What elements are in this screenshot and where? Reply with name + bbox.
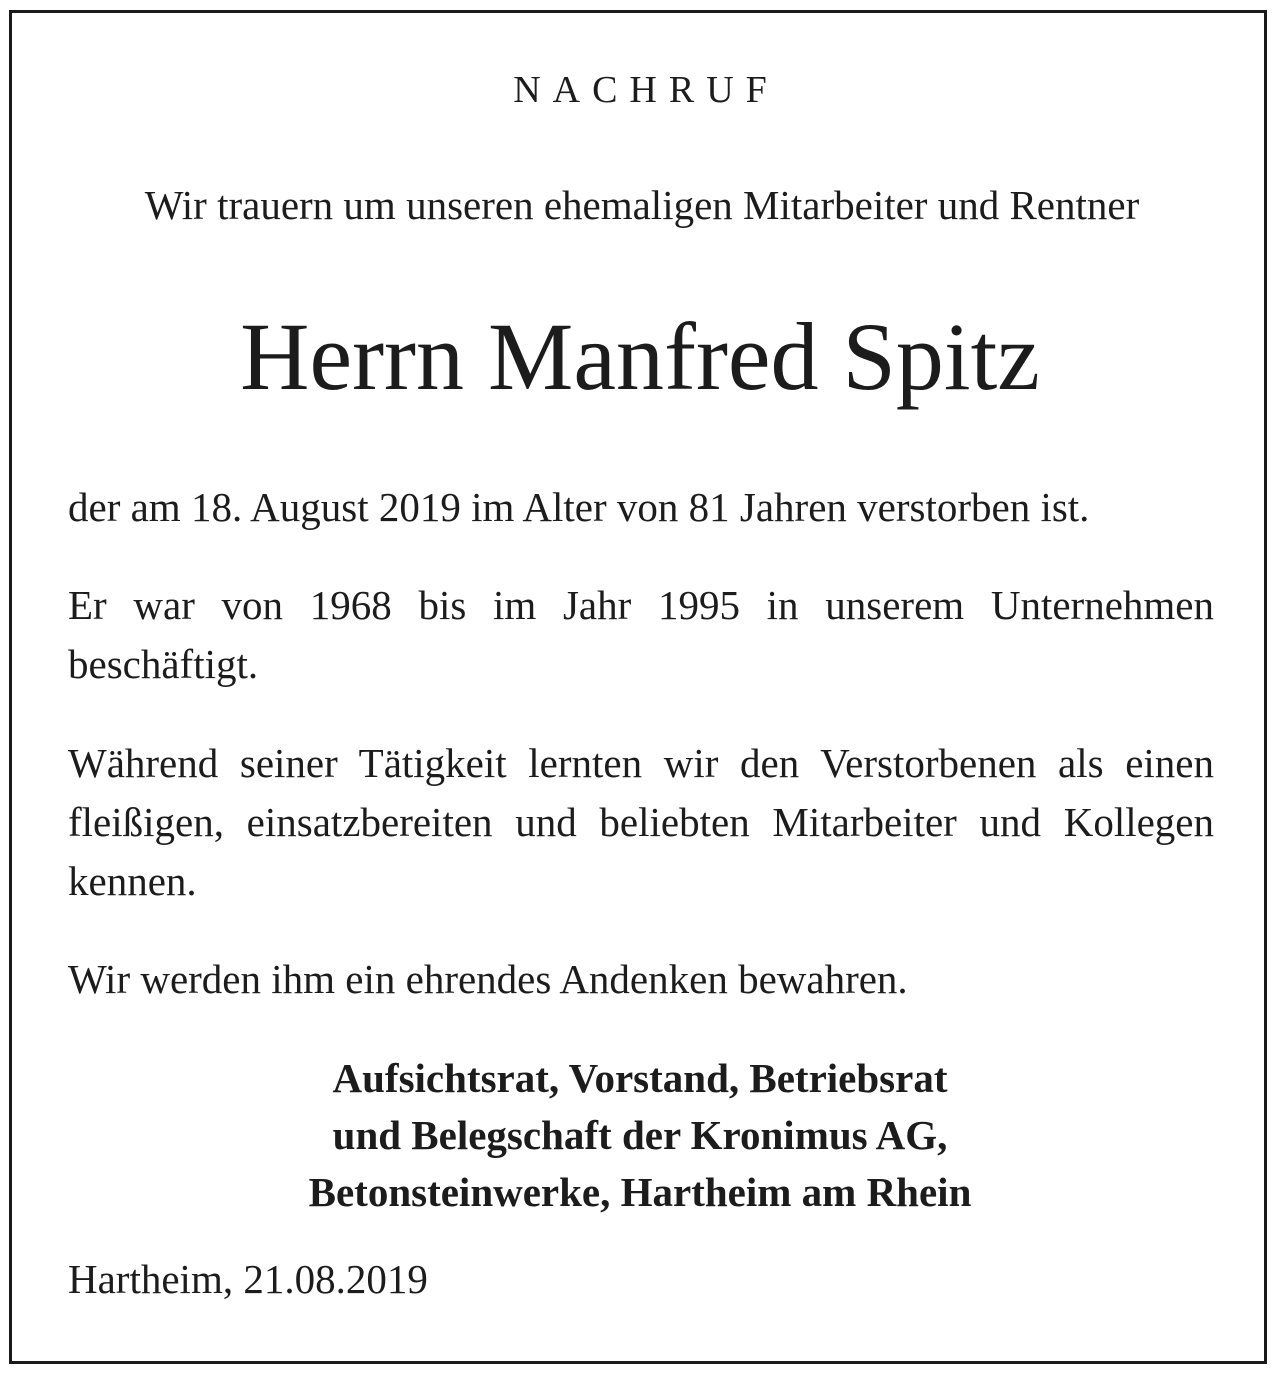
signature-line: und Belegschaft der Kronimus AG,: [332, 1112, 948, 1158]
notice-heading: NACHRUF: [513, 69, 779, 111]
signature-line: Aufsichtsrat, Vorstand, Betriebsrat: [332, 1055, 948, 1101]
deceased-name: Herrn Manfred Spitz: [240, 303, 1040, 410]
signature-line: Betonsteinwerke, Hartheim am Rhein: [308, 1169, 972, 1215]
place-and-date: Hartheim, 21.08.2019: [68, 1256, 428, 1302]
intro-line: Wir trauern um unseren ehemaligen Mitarbeiter und Rentner: [144, 182, 1140, 228]
paragraph-tribute: Während seiner Tätigkeit lernten wir den Verstorbenen als einen fleißigen, einsatzbereiten und beliebten Mitarbeiter und Kollegen kennen.: [68, 740, 1214, 904]
signature-block: [0, 1050, 1280, 1221]
paragraph-death-date: der am 18. August 2019 im Alter von 81 Jahren verstorben ist.: [68, 484, 1090, 530]
paragraph-remembrance: Wir werden ihm ein ehrendes Andenken bewahren.: [68, 956, 908, 1002]
paragraph-employment: Er war von 1968 bis im Jahr 1995 in unserem Unternehmen beschäftigt.: [68, 582, 1214, 687]
